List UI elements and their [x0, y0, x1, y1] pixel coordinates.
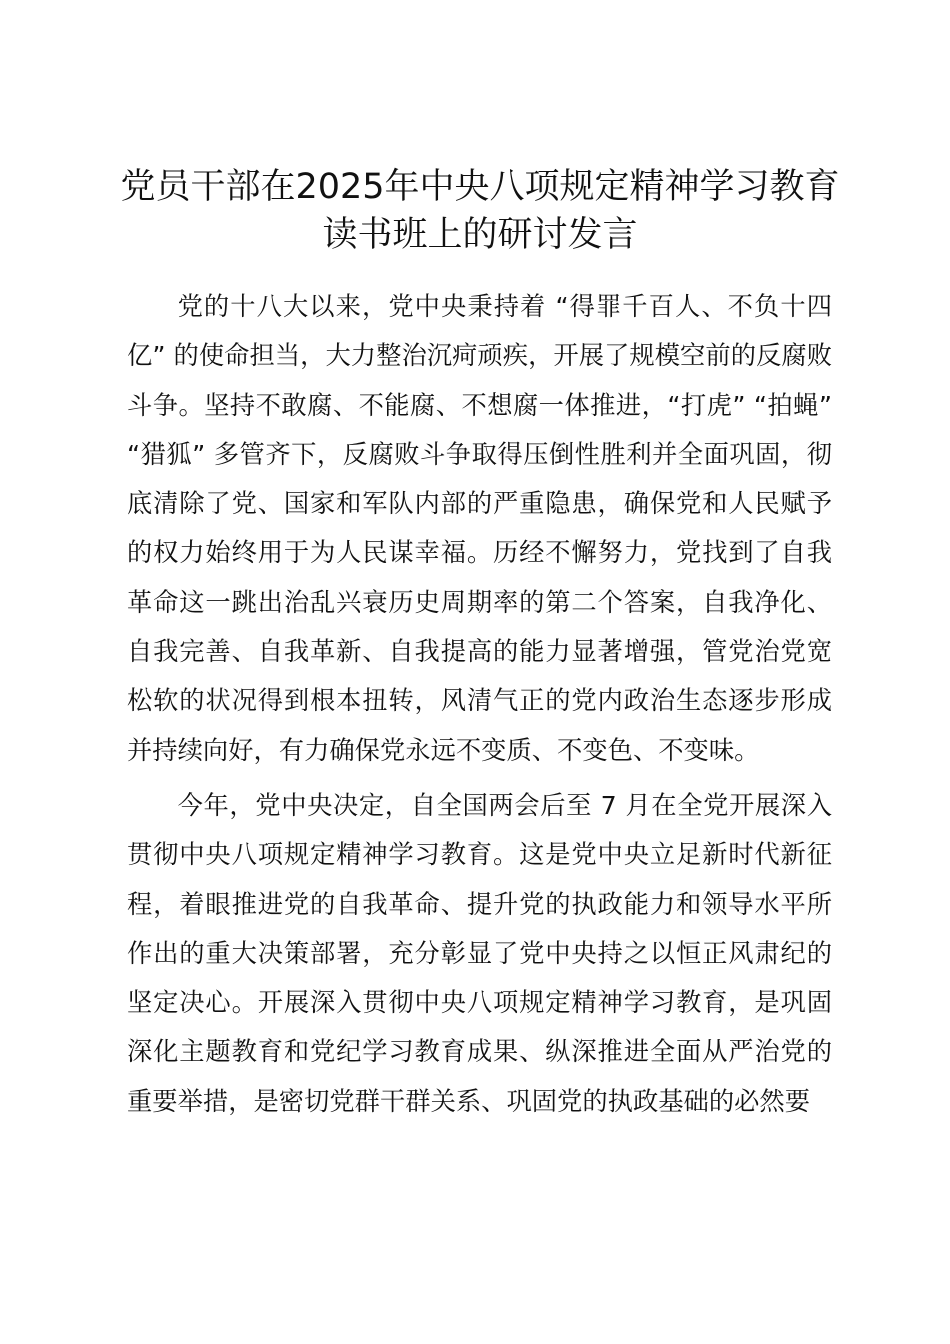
- document-body: [127, 282, 832, 1132]
- body-paragraph-2: 今年，党中央决定，自全国两会后至 7 月在全党开展深入贯彻中央八项规定精神学习教育。这是党中央立足新时代新征程，着眼推进党的自我革命、提升党的执政能力和领导水平所作出的重大决策部署，充分彰显了党中央持之以恒正风肃纪的坚定决心。开展深入贯彻中央八项规定精神学习教育，是巩固深化主题教育和党纪学习教育成果、纵深推进全面从严治党的重要举措，是密切党群干群关系、巩固党的执政基础的必然要: [127, 790, 832, 1116]
- document-title: 党员干部在2025年中央八项规定精神学习教育读书班上的研讨发言: [120, 167, 840, 255]
- body-paragraph-1: 党的十八大以来，党中央秉持着 “得罪千百人、不负十四亿” 的使命担当，大力整治沉疴顽疾，开展了规模空前的反腐败斗争。坚持不敢腐、不能腐、不想腐一体推进，“打虎” “拍蝇” “猎狐” 多管齐下，反腐败斗争取得压倒性胜利并全面巩固，彻底清除了党、国家和军队内部的严重隐患，确保党和人民赋予的权力始终用于为人民谋幸福。历经不懈努力，党找到了自我革命这一跳出治乱兴衰历史周期率的第二个答案，自我净化、自我完善、自我革新、自我提高的能力显著增强，管党治党宽松软的状况得到根本扭转，风清气正的党内政治生态逐步形成并持续向好，有力确保党永远不变质、不变色、不变味。: [127, 292, 832, 765]
